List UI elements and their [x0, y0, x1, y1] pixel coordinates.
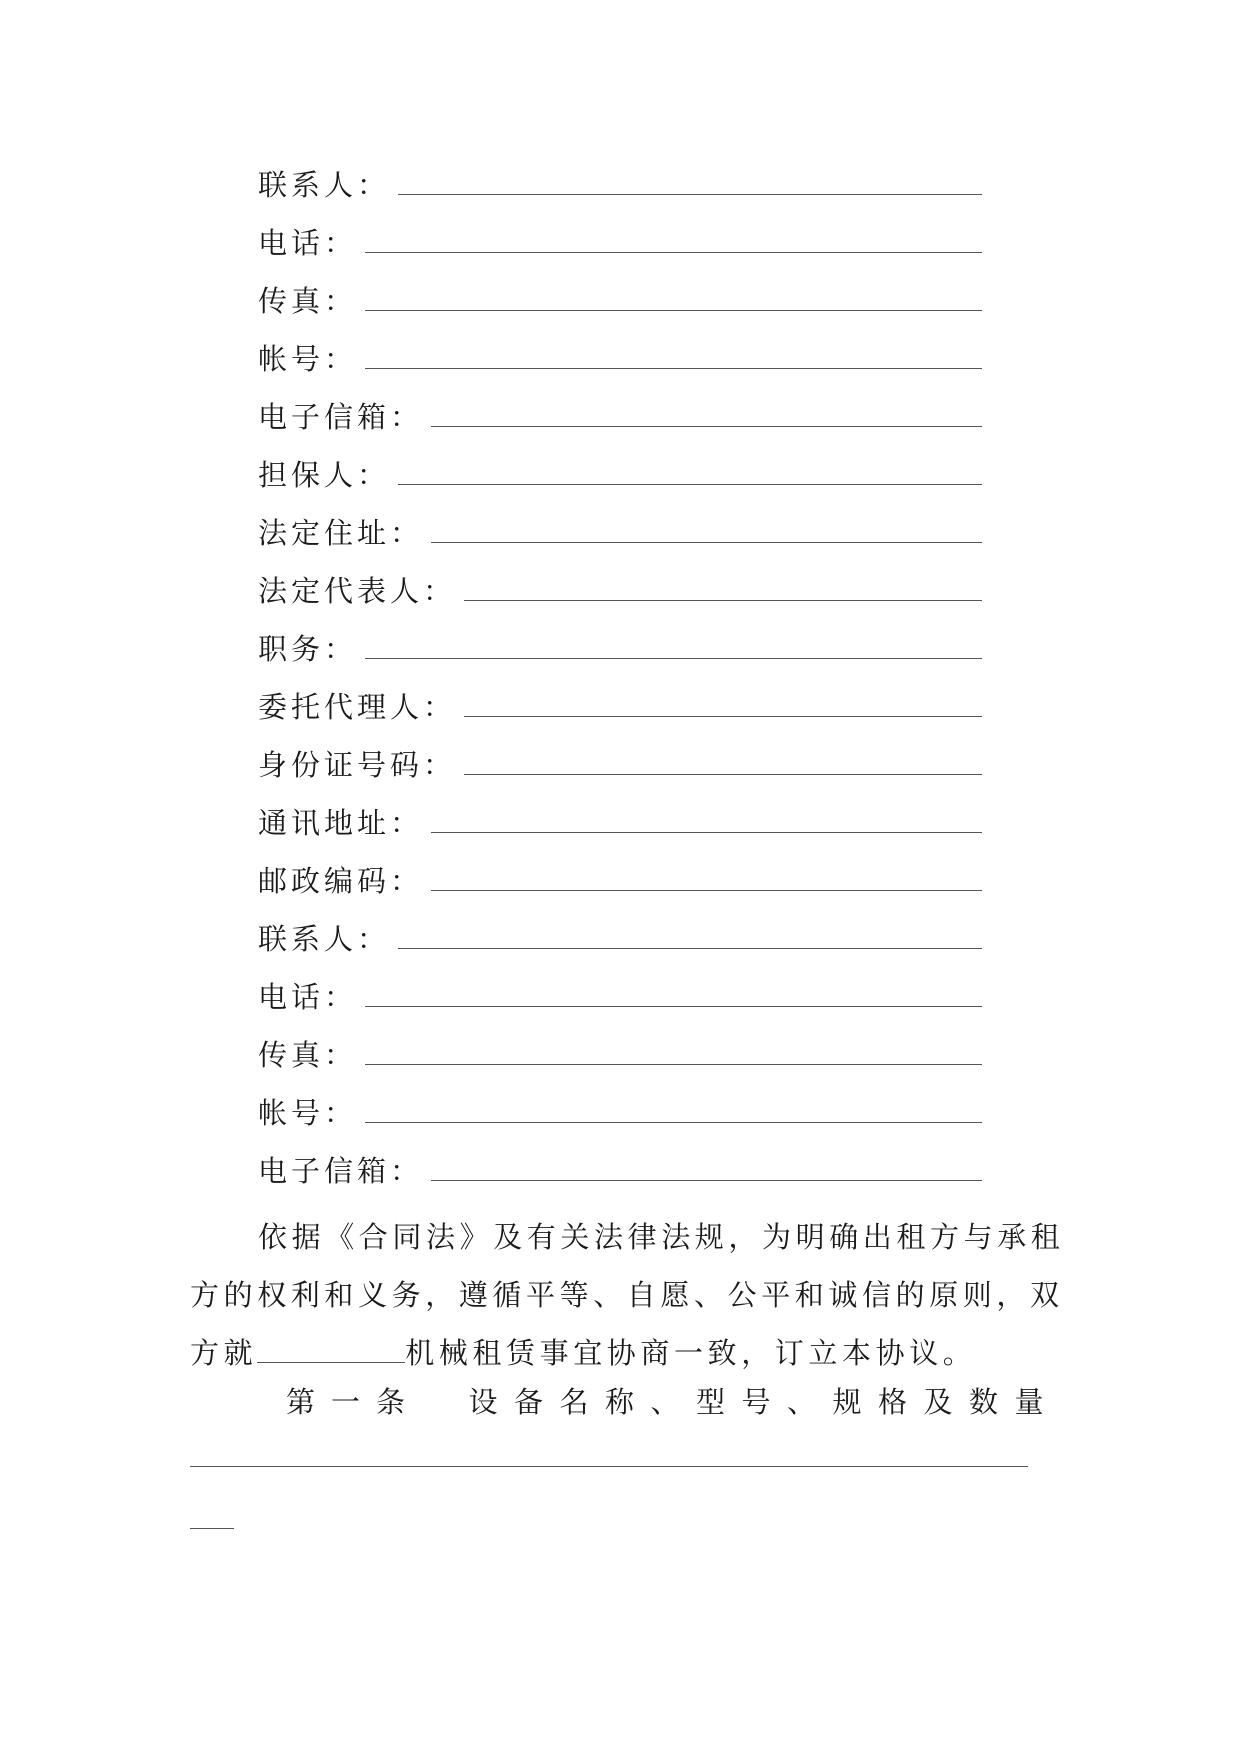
field-fill-line[interactable]	[398, 484, 982, 485]
field-label: 帐号：	[258, 342, 358, 376]
field-fill-line[interactable]	[365, 658, 982, 659]
field-row	[258, 687, 982, 727]
field-row	[258, 455, 982, 495]
field-label: 电话：	[258, 980, 358, 1014]
preamble-line-3-start: 方就	[190, 1336, 258, 1370]
field-row	[258, 397, 982, 437]
machine-name-blank[interactable]	[257, 1336, 405, 1363]
field-fill-line[interactable]	[398, 948, 982, 949]
field-row	[258, 1093, 982, 1133]
field-fill-line[interactable]	[398, 194, 982, 195]
field-row	[258, 919, 982, 959]
field-fill-line[interactable]	[365, 1064, 982, 1065]
field-fill-line[interactable]	[365, 310, 982, 311]
field-row	[258, 977, 982, 1017]
article-1-fill-line[interactable]	[190, 1466, 1028, 1467]
field-label: 联系人：	[258, 168, 391, 202]
field-row	[258, 513, 982, 553]
field-label: 职务：	[258, 632, 358, 666]
field-row	[258, 629, 982, 669]
field-label: 委托代理人：	[258, 690, 457, 724]
field-label: 传真：	[258, 284, 358, 318]
field-label: 电子信箱：	[258, 400, 424, 434]
field-fill-line[interactable]	[365, 252, 982, 253]
field-fill-line[interactable]	[464, 716, 982, 717]
field-fill-line[interactable]	[431, 426, 982, 427]
field-fill-line[interactable]	[431, 832, 982, 833]
field-label: 帐号：	[258, 1096, 358, 1130]
field-fill-line[interactable]	[431, 542, 982, 543]
field-fill-line[interactable]	[365, 368, 982, 369]
field-label: 联系人：	[258, 922, 391, 956]
field-label: 电子信箱：	[258, 1154, 424, 1188]
article-1-fill-line-tail[interactable]	[190, 1528, 234, 1529]
field-fill-line[interactable]	[464, 600, 982, 601]
preamble-line-3	[190, 1324, 1060, 1382]
field-label: 邮政编码：	[258, 864, 424, 898]
field-label: 传真：	[258, 1038, 358, 1072]
field-row	[258, 1035, 982, 1075]
field-row	[258, 165, 982, 205]
field-row	[258, 745, 982, 785]
field-label: 通讯地址：	[258, 806, 424, 840]
field-fill-line[interactable]	[431, 1180, 982, 1181]
field-row	[258, 1151, 982, 1191]
field-row	[258, 861, 982, 901]
field-label: 电话：	[258, 226, 358, 260]
preamble-line-3-end: 机械租赁事宜协商一致，订立本协议。	[405, 1336, 977, 1370]
preamble-line-1: 依据《合同法》及有关法律法规，为明确出租方与承租	[258, 1220, 1065, 1254]
article-title: 设备名称、型号、规格及数量	[468, 1385, 1060, 1419]
field-row	[258, 803, 982, 843]
field-row	[258, 339, 982, 379]
field-row	[258, 281, 982, 321]
field-row	[258, 571, 982, 611]
preamble-line-2: 方的权利和义务，遵循平等、自愿、公平和诚信的原则，双	[190, 1278, 1064, 1312]
field-row	[258, 223, 982, 263]
field-fill-line[interactable]	[431, 890, 982, 891]
field-fill-line[interactable]	[464, 774, 982, 775]
field-fill-line[interactable]	[365, 1122, 982, 1123]
field-label: 法定住址：	[258, 516, 424, 550]
article-1-heading	[286, 1382, 1060, 1422]
field-label: 担保人：	[258, 458, 391, 492]
field-fill-line[interactable]	[365, 1006, 982, 1007]
field-label: 身份证号码：	[258, 748, 457, 782]
article-number: 第一条	[286, 1385, 422, 1419]
field-label: 法定代表人：	[258, 574, 457, 608]
